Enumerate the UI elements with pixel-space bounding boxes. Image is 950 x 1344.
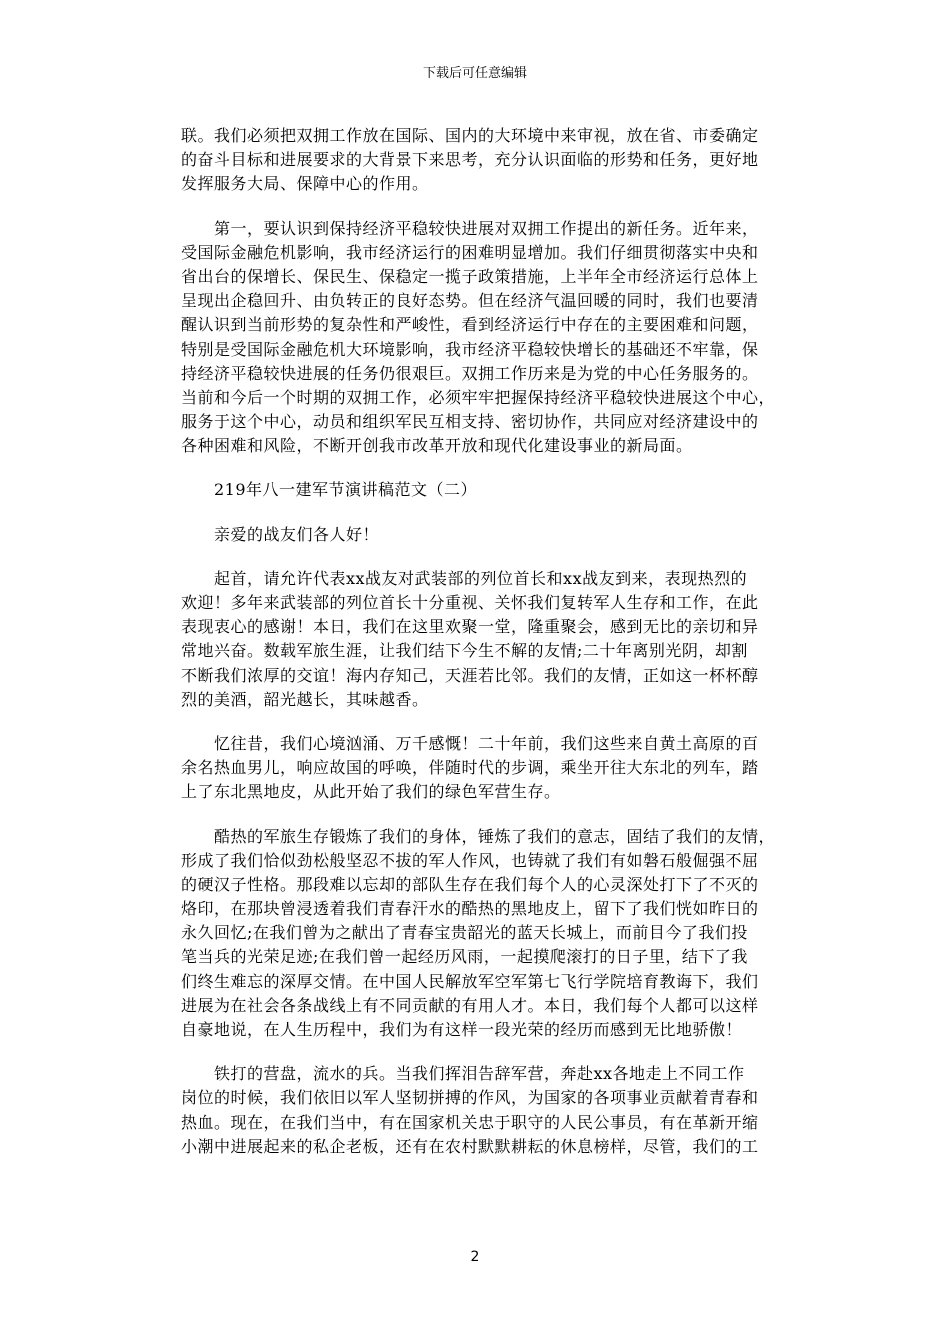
text-line: 的奋斗目标和进展要求的大背景下来思考，充分认识面临的形势和任务，更好地 <box>181 150 759 170</box>
page-header: 下载后可任意编辑 <box>422 66 527 81</box>
text-line: 当前和今后一个时期的双拥工作，必须牢牢把握保持经济平稳较快进展这个中心， <box>181 387 776 407</box>
text-line: 余名热血男儿，响应故国的呼唤，伴随时代的步调，乘坐开往大东北的列车，踏 <box>181 758 759 778</box>
text-line: 永久回忆;在我们曾为之献出了青春宝贵韶光的蓝天长城上，而前目今了我们投 <box>181 923 748 943</box>
text-line: 常地兴奋。数载军旅生涯，让我们结下今生不解的友情;二十年离别光阴，却割 <box>181 641 748 661</box>
text-line: 亲爱的战友们各人好！ <box>181 524 380 544</box>
paragraph <box>181 523 777 547</box>
text-line: 各种困难和风险，不断开创我市改革开放和现代化建设事业的新局面。 <box>181 436 693 456</box>
paragraph <box>181 124 777 197</box>
paragraph <box>181 217 777 459</box>
text-line: 烈的美酒，韶光越长，其味越香。 <box>181 689 429 709</box>
text-line: 省出台的保增长、保民生、保稳定一揽子政策措施，上半年全市经济运行总体上 <box>181 266 759 286</box>
text-line: 特别是受国际金融危机大环境影响，我市经济平稳较快增长的基础还不牢靠，保 <box>181 339 759 359</box>
text-line: 岗位的时候，我们依旧以军人坚韧拼搏的作风，为国家的各项事业贡献着青春和 <box>181 1088 759 1108</box>
text-line: 起首，请允许代表xx战友对武装部的列位首长和xx战友到来，表现热烈的 <box>181 568 748 588</box>
text-line: 服务于这个中心，动员和组织军民互相支持、密切协作，共同应对经济建设中的 <box>181 412 759 432</box>
text-line: 笔当兵的光荣足迹;在我们曾一起经历风雨，一起摸爬滚打的日子里，结下了我 <box>181 947 748 967</box>
text-line: 们终生难忘的深厚交情。在中国人民解放军空军第七飞行学院培育教诲下，我们 <box>181 971 759 991</box>
text-line: 铁打的营盘，流水的兵。当我们挥泪告辞军营，奔赴xx各地走上不同工作 <box>181 1064 745 1084</box>
text-line: 酷热的军旅生存锻炼了我们的身体，锤炼了我们的意志，固结了我们的友情， <box>181 826 776 846</box>
text-line: 醒认识到当前形势的复杂性和严峻性，看到经济运行中存在的主要困难和问题， <box>181 315 759 335</box>
text-line: 持经济平稳较快进展的任务仍很艰巨。双拥工作历来是为党的中心任务服务的。 <box>181 363 759 383</box>
text-line: 上了东北黑地皮，从此开始了我们的绿色军营生存。 <box>181 782 561 802</box>
text-line: 忆往昔，我们心境汹涌、万千感慨！二十年前，我们这些来自黄土高原的百 <box>181 733 759 753</box>
text-line: 第一，要认识到保持经济平稳较快进展对双拥工作提出的新任务。近年来， <box>181 218 759 238</box>
text-line: 表现衷心的感谢！本日，我们在这里欢聚一堂，隆重聚会，感到无比的亲切和异 <box>181 617 759 637</box>
text-line: 形成了我们恰似劲松般坚忍不拔的军人作风，也铸就了我们有如磐石般倔强不屈 <box>181 850 759 870</box>
paragraph <box>181 567 777 712</box>
text-line: 进展为在社会各条战线上有不同贡献的有用人才。本日，我们每个人都可以这样 <box>181 995 759 1015</box>
page-number: 2 <box>470 1249 480 1265</box>
paragraph <box>181 732 777 805</box>
paragraph <box>181 825 777 1043</box>
paragraph <box>181 1062 777 1159</box>
text-line: 受国际金融危机影响，我市经济运行的困难明显增加。我们仔细贯彻落实中央和 <box>181 242 759 262</box>
text-line: 不断我们浓厚的交谊！海内存知己，天涯若比邻。我们的友情，正如这一杯杯醇 <box>181 665 759 685</box>
text-line: 呈现出企稳回升、由负转正的良好态势。但在经济气温回暖的同时，我们也要清 <box>181 291 759 311</box>
paragraph <box>181 478 777 502</box>
text-line: 219年八一建军节演讲稿范文（二） <box>181 480 478 500</box>
text-line: 烙印，在那块曾浸透着我们青春汗水的酷热的黑地皮上，留下了我们恍如昨日的 <box>181 899 759 919</box>
text-line: 热血。现在，在我们当中，有在国家机关忠于职守的人民公事员，有在革新开缩 <box>181 1112 759 1132</box>
text-line: 的硬汉子性格。那段难以忘却的部队生存在我们每个人的心灵深处打下了不灭的 <box>181 874 759 894</box>
text-line: 小潮中进展起来的私企老板，还有在农村默默耕耘的休息榜样，尽管，我们的工 <box>181 1136 759 1156</box>
text-line: 发挥服务大局、保障中心的作用。 <box>181 174 429 194</box>
text-line: 联。我们必须把双拥工作放在国际、国内的大环境中来审视，放在省、市委确定 <box>181 126 759 145</box>
text-line: 自豪地说，在人生历程中，我们为有这样一段光荣的经历而感到无比地骄傲！ <box>181 1020 743 1039</box>
document-body <box>181 124 777 1179</box>
text-line: 欢迎！多年来武装部的列位首长十分重视、关怀我们复转军人生存和工作，在此 <box>181 593 759 612</box>
